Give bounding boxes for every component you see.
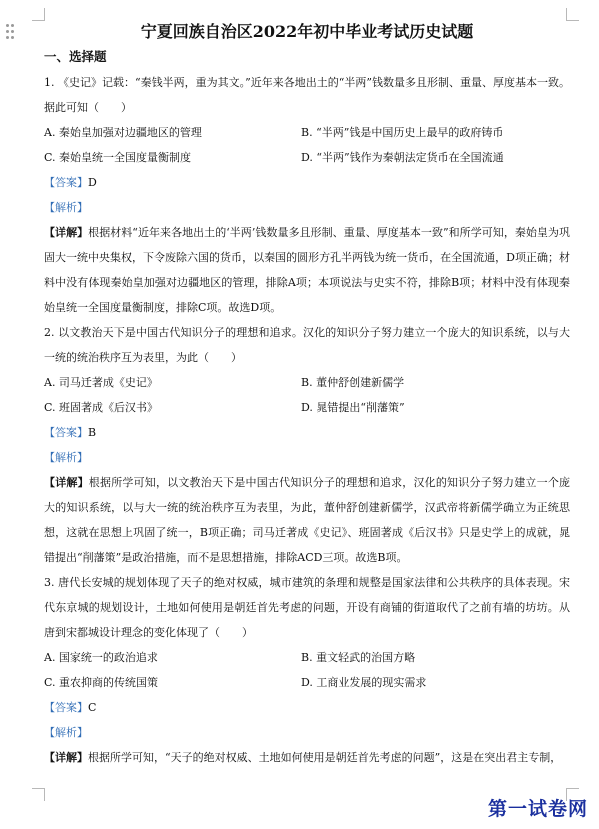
detail-tag: 【详解】 — [44, 476, 89, 489]
detail-text: 根据所学可知，以文教治天下是中国古代知识分子的理想和追求，汉化的知识分子努力建立一个庞大的知识系统，以与大一统的统治秩序互为表里，为此，董仲舒创建新儒学，汉武帝将新儒学确立为正统思想，这就在思想上巩固了统一，B项正确；司马迁著成《史记》、班固著成《后汉书》只是史学上的成就，晁错提出“削藩策”是政治措施，而不是思想措施，排除ACD三项。故选B项。 — [44, 476, 571, 564]
option-list — [44, 120, 570, 170]
question-stem: 3. 唐代长安城的规划体现了天子的绝对权威，城市建筑的条理和规整是国家法律和公共秩序的具体表现。宋代东京城的规划设计，土地如何使用是朝廷首先考虑的问题，开设有商铺的街道取代了之前有墙的坊坊。从唐到宋都城设计理念的变化体现了（ ） — [44, 576, 570, 639]
site-watermark: 第一试卷网 — [488, 798, 589, 820]
option-b: B. 重文轻武的治国方略 — [301, 651, 416, 664]
page-corner-mark-bottom-left — [32, 788, 45, 801]
detail-tag: 【详解】 — [44, 751, 88, 764]
answer-value: C — [88, 701, 97, 714]
option-c: C. 秦始皇统一全国度量衡制度 — [44, 151, 192, 164]
answer-line — [44, 420, 570, 445]
section-heading: 一、选择题 — [44, 49, 107, 64]
option-d: D. 晁错提出“削藩策” — [301, 401, 405, 414]
document-page — [44, 20, 570, 770]
question-1 — [44, 70, 570, 320]
option-b: B. “半两”钱是中国历史上最早的政府铸币 — [301, 126, 504, 139]
option-b: B. 董仲舒创建新儒学 — [301, 376, 405, 389]
question-stem: 2. 以文教治天下是中国古代知识分子的理想和追求。汉化的知识分子努力建立一个庞大的知识系统，以与大一统的统治秩序互为表里，为此（ ） — [44, 326, 570, 364]
detail-paragraph — [44, 220, 570, 320]
question-2 — [44, 320, 570, 570]
option-c: C. 重农抑商的传统国策 — [44, 676, 159, 689]
detail-paragraph — [44, 745, 570, 770]
answer-line — [44, 170, 570, 195]
document-title: 宁夏回族自治区2022年初中毕业考试历史试题 — [140, 22, 474, 41]
option-a: A. 国家统一的政治追求 — [44, 651, 158, 664]
question-3 — [44, 570, 570, 770]
detail-text: 根据材料“近年来各地出土的‘半两’钱数量多且形制、重量、厚度基本一致”和所学可知，秦始皇为巩固大一统中央集权，下令废除六国的货币，以秦国的圆形方孔半两钱为统一货币，在全国流通，D项正确；材料中没有体现秦始皇加强对边疆地区的管理，排除A项；本项说法与史实不符，排除B项；材料中没有体现秦始皇统一全国度量衡制度，排除C项。故选D项。 — [44, 226, 571, 314]
option-d: D. 工商业发展的现实需求 — [301, 676, 427, 689]
detail-paragraph — [44, 470, 570, 570]
option-list — [44, 370, 570, 420]
analysis-tag: 【解析】 — [44, 451, 88, 464]
answer-tag: 【答案】 — [44, 176, 88, 189]
detail-text: 根据所学可知，“天子的绝对权威、土地如何使用是朝廷首先考虑的问题”，这是在突出君主专制， — [88, 751, 562, 764]
answer-value: B — [88, 426, 97, 439]
option-c: C. 班固著成《后汉书》 — [44, 401, 159, 414]
option-list — [44, 645, 570, 695]
answer-line — [44, 695, 570, 720]
analysis-tag: 【解析】 — [44, 726, 88, 739]
drag-handle-icon[interactable] — [6, 24, 16, 40]
option-a: A. 司马迁著成《史记》 — [44, 376, 158, 389]
answer-tag: 【答案】 — [44, 426, 88, 439]
question-stem: 1. 《史记》记载：“秦钱半两，重为其文。”近年来各地出土的“半两”钱数量多且形制、重量、厚度基本一致。据此可知（ ） — [44, 76, 570, 114]
answer-value: D — [88, 176, 97, 189]
detail-tag: 【详解】 — [44, 226, 89, 239]
analysis-tag: 【解析】 — [44, 201, 88, 214]
option-a: A. 秦始皇加强对边疆地区的管理 — [44, 126, 202, 139]
answer-tag: 【答案】 — [44, 701, 88, 714]
option-d: D. “半两”钱作为秦朝法定货币在全国流通 — [301, 151, 504, 164]
